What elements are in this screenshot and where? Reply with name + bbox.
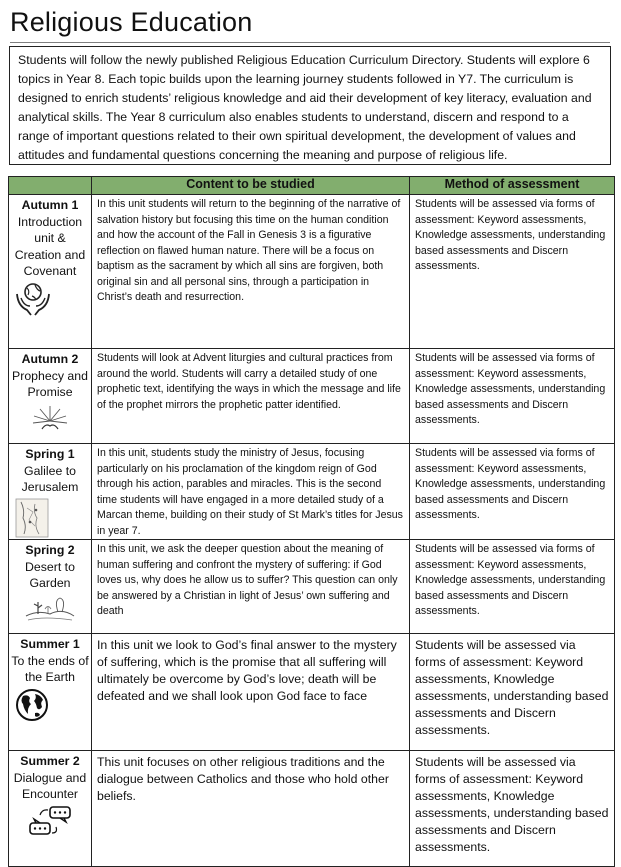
content-cell: In this unit, students study the ministry of Jesus, focusing particularly on his proclamation of the kingdom reign of God through his action, parables and miracles. This is the second time students will have engaged in a more detailed study of a Marcan theme, building on their study of St Mark’s titles for Jesus in year 7. xyxy=(92,444,410,540)
unit-cell xyxy=(9,444,92,540)
title-underline xyxy=(10,42,610,43)
sunburst-icon xyxy=(30,403,70,433)
table-row xyxy=(9,349,615,444)
method-cell: Students will be assessed via forms of assessment: Keyword assessments, Knowledge assessments, understanding based assessments and Discern assessments. xyxy=(410,444,615,540)
unit-name: To the ends of the Earth xyxy=(11,653,89,684)
table-row xyxy=(9,634,615,751)
header-method: Method of assessment xyxy=(410,177,615,195)
map-icon xyxy=(15,498,49,538)
unit-cell xyxy=(9,634,92,751)
table-row xyxy=(9,195,615,349)
table-row xyxy=(9,751,615,867)
unit-term: Spring 1 xyxy=(25,447,75,461)
unit-name: Desert to Garden xyxy=(25,559,75,590)
unit-term: Autumn 1 xyxy=(21,198,79,212)
curriculum-table xyxy=(8,176,615,867)
method-cell: Students will be assessed via forms of assessment: Keyword assessments, Knowledge assessments, understanding based assessments and Discern assessments. xyxy=(410,751,615,867)
table-row xyxy=(9,444,615,540)
unit-cell xyxy=(9,195,92,349)
unit-name: Dialogue and Encounter xyxy=(13,770,87,801)
unit-term: Autumn 2 xyxy=(21,352,79,366)
method-cell: Students will be assessed via forms of assessment: Keyword assessments, Knowledge assessments, understanding based assessments and Discern assessments. xyxy=(410,540,615,634)
method-cell: Students will be assessed via forms of assessment: Keyword assessments, Knowledge assessments, understanding based assessments and Discern assessments. xyxy=(410,349,615,444)
desert-landscape-icon xyxy=(24,594,76,622)
page-title: Religious Education xyxy=(10,7,253,37)
method-cell: Students will be assessed via forms of assessment: Keyword assessments, Knowledge assessments, understanding based assessments and Discern assessments. xyxy=(410,195,615,349)
header-unit xyxy=(9,177,92,195)
content-cell: In this unit students will return to the beginning of the narrative of salvation history but focusing this time on the human condition and how the account of the Fall in Genesis 3 is a figurative reflection on flawed human nature. There will be a focus on baptism as the sacrament by which all sins are forgiven, both original sin and all personal sins, through a participation in Christ’s death and resurrection. xyxy=(92,195,410,349)
unit-term: Summer 1 xyxy=(20,637,80,651)
content-cell: In this unit, we ask the deeper question about the meaning of human suffering and confront the mystery of suffering: if God loves us, why does he allow us to suffer? This question can only be answered by a Christian in light of Jesus’ own suffering and death xyxy=(92,540,410,634)
unit-name: Galilee to Jerusalem xyxy=(21,463,79,494)
hands-globe-icon xyxy=(15,282,51,316)
table-header-row xyxy=(9,177,615,195)
unit-cell xyxy=(9,540,92,634)
speech-bubbles-icon xyxy=(26,805,74,837)
globe-icon xyxy=(15,688,49,722)
content-cell: This unit focuses on other religious traditions and the dialogue between Catholics and those who hold other beliefs. xyxy=(92,751,410,867)
unit-name: Prophecy and Promise xyxy=(12,368,88,399)
table-row xyxy=(9,540,615,634)
method-cell: Students will be assessed via forms of assessment: Keyword assessments, Knowledge assessments, understanding based assessments and Discern assessments. xyxy=(410,634,615,751)
unit-term: Spring 2 xyxy=(25,543,75,557)
content-cell: In this unit we look to God’s final answer to the mystery of suffering, which is the promise that all suffering will ultimately be overcome by God’s love; death will be defeated and we shall look upon God face to face xyxy=(92,634,410,751)
unit-name: Introduction unit & Creation and Covenant xyxy=(14,214,86,278)
header-content: Content to be studied xyxy=(92,177,410,195)
unit-cell xyxy=(9,349,92,444)
unit-cell xyxy=(9,751,92,867)
content-cell: Students will look at Advent liturgies and cultural practices from around the world. Students will carry a detailed study of one prophetic text, identifying the ways in which the message and life of the prophet mirrors the prophetic patter identified. xyxy=(92,349,410,444)
intro-box: Students will follow the newly published Religious Education Curriculum Directory. Students will explore 6 topics in Year 8. Each topic builds upon the learning journey students followed in Y7. The curriculum is designed to enrich students’ religious knowledge and aid their development of key literacy, evaluation and analytical skills. The Year 8 curriculum also enables students to understand, discern and respond to a range of important questions related to their own spiritual development, the development of values and attitudes and fundamental questions concerning the meaning and purpose of religious life. xyxy=(9,46,611,165)
unit-term: Summer 2 xyxy=(20,754,80,768)
